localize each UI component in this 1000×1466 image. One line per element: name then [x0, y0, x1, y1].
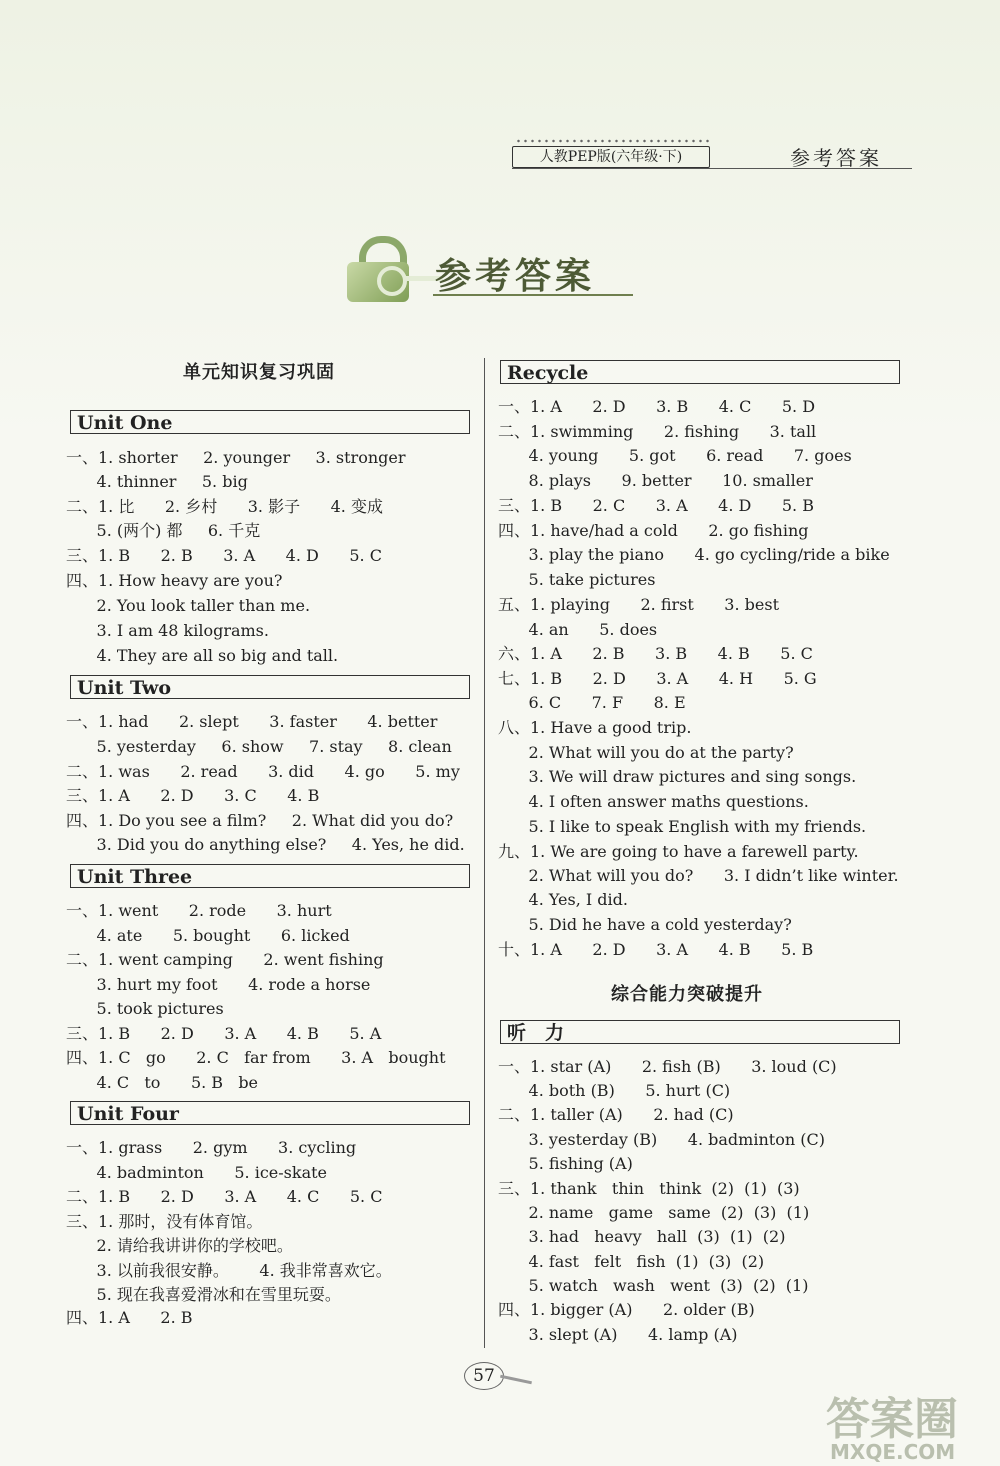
- answer-line: 三、1. 那时，没有体育馆。: [66, 1212, 263, 1231]
- answer-line: 二、1. 比 2. 乡村 3. 影子 4. 变成: [66, 497, 383, 516]
- answer-line: 十、1. A 2. D 3. A 4. B 5. B: [498, 940, 814, 959]
- listening-label: 听 力: [500, 1020, 900, 1044]
- answer-line: 二、1. was 2. read 3. did 4. go 5. my: [66, 762, 460, 781]
- answer-line: 2. name game same (2) (3) (1): [498, 1203, 810, 1222]
- key-icon: [377, 266, 407, 296]
- answer-line: 4. They are all so big and tall.: [66, 646, 339, 665]
- answer-line: 5. took pictures: [66, 999, 224, 1018]
- column-divider: [484, 358, 485, 1348]
- answer-line: 3. had heavy hall (3) (1) (2): [498, 1227, 786, 1246]
- answer-line: 5. fishing (A): [498, 1154, 633, 1173]
- unit-one-label: Unit One: [70, 410, 470, 434]
- answer-line: 4. young 5. got 6. read 7. goes: [498, 446, 852, 465]
- answer-line: 3. hurt my foot 4. rode a horse: [66, 975, 371, 994]
- answer-line: 4. both (B) 5. hurt (C): [498, 1081, 731, 1100]
- answer-line: 二、1. went camping 2. went fishing: [66, 950, 384, 969]
- answer-line: 九、1. We are going to have a farewell party.: [498, 842, 859, 861]
- answer-line: 2. 请给我讲讲你的学校吧。: [66, 1236, 293, 1255]
- header-rule: [512, 168, 912, 169]
- unit-two-label: Unit Two: [70, 675, 470, 699]
- answer-line: 四、1. A 2. B: [66, 1308, 193, 1327]
- answer-line: 一、1. grass 2. gym 3. cycling: [66, 1138, 357, 1157]
- right-section-heading: 综合能力突破提升: [611, 984, 763, 1005]
- answer-line: 4. C to 5. B be: [66, 1073, 259, 1092]
- header-dots: [515, 138, 710, 144]
- answer-line: 五、1. playing 2. first 3. best: [498, 595, 780, 614]
- answer-line: 三、1. thank thin think (2) (1) (3): [498, 1179, 800, 1198]
- unit-four-label: Unit Four: [70, 1101, 470, 1125]
- answer-line: 3. Did you do anything else? 4. Yes, he did.: [66, 835, 465, 854]
- page-title: 参考答案: [435, 255, 596, 297]
- page-number: 57: [464, 1362, 504, 1390]
- answer-line: 三、1. B 2. D 3. A 4. B 5. A: [66, 1024, 382, 1043]
- left-section-heading: 单元知识复习巩固: [183, 362, 335, 383]
- answer-line: 3. yesterday (B) 4. badminton (C): [498, 1130, 825, 1149]
- answer-line: 2. You look taller than me.: [66, 596, 311, 615]
- watermark-url: MXQE.COM: [830, 1440, 956, 1464]
- answer-line: 4. badminton 5. ice-skate: [66, 1163, 328, 1182]
- answer-line: 4. Yes, I did.: [498, 890, 628, 909]
- watermark-logo: 答案圈: [826, 1394, 958, 1445]
- answer-line: 六、1. A 2. B 3. B 4. B 5. C: [498, 644, 813, 663]
- answer-line: 四、1. bigger (A) 2. older (B): [498, 1300, 755, 1319]
- answer-line: 四、1. How heavy are you?: [66, 571, 283, 590]
- answer-line: 4. thinner 5. big: [66, 472, 248, 491]
- header-title: 参考答案: [790, 146, 882, 170]
- answer-line: 四、1. have/had a cold 2. go fishing: [498, 521, 809, 540]
- answer-line: 3. play the piano 4. go cycling/ride a bike: [498, 545, 890, 564]
- answer-line: 一、1. went 2. rode 3. hurt: [66, 901, 332, 920]
- answer-line: 一、1. A 2. D 3. B 4. C 5. D: [498, 397, 816, 416]
- answer-line: 3. 以前我很安静。 4. 我非常喜欢它。: [66, 1261, 392, 1280]
- answer-line: 四、1. C go 2. C far from 3. A bought: [66, 1048, 446, 1067]
- answer-line: 二、1. B 2. D 3. A 4. C 5. C: [66, 1187, 383, 1206]
- title-underline: [433, 294, 633, 296]
- answer-line: 2. What will you do? 3. I didn’t like winter.: [498, 866, 899, 885]
- recycle-label: Recycle: [500, 360, 900, 384]
- answer-line: 七、1. B 2. D 3. A 4. H 5. G: [498, 669, 817, 688]
- answer-line: 三、1. B 2. C 3. A 4. D 5. B: [498, 496, 814, 515]
- answer-line: 5. (两个) 都 6. 千克: [66, 521, 261, 540]
- answer-line: 4. fast felt fish (1) (3) (2): [498, 1252, 765, 1271]
- answer-line: 八、1. Have a good trip.: [498, 718, 692, 737]
- page-title-banner: [345, 232, 635, 302]
- answer-line: 3. We will draw pictures and sing songs.: [498, 767, 857, 786]
- answer-line: 2. What will you do at the party?: [498, 743, 794, 762]
- answer-line: 4. an 5. does: [498, 620, 658, 639]
- answer-line: 5. Did he have a cold yesterday?: [498, 915, 792, 934]
- unit-three-label: Unit Three: [70, 864, 470, 888]
- answer-line: 5. I like to speak English with my friends.: [498, 817, 867, 836]
- edition-label: 人教PEP版(六年级·下): [512, 146, 710, 168]
- answer-line: 4. ate 5. bought 6. licked: [66, 926, 350, 945]
- answer-line: 四、1. Do you see a film? 2. What did you do?: [66, 811, 454, 830]
- answer-line: 三、1. A 2. D 3. C 4. B: [66, 786, 320, 805]
- answer-line: 3. I am 48 kilograms.: [66, 621, 269, 640]
- answer-line: 一、1. had 2. slept 3. faster 4. better: [66, 712, 438, 731]
- answer-line: 6. C 7. F 8. E: [498, 693, 686, 712]
- answer-line: 三、1. B 2. B 3. A 4. D 5. C: [66, 546, 382, 565]
- answer-line: 5. yesterday 6. show 7. stay 8. clean: [66, 737, 452, 756]
- answer-line: 3. slept (A) 4. lamp (A): [498, 1325, 738, 1344]
- answer-line: 4. I often answer maths questions.: [498, 792, 809, 811]
- answer-line: 二、1. taller (A) 2. had (C): [498, 1105, 734, 1124]
- answer-line: 二、1. swimming 2. fishing 3. tall: [498, 422, 817, 441]
- answer-line: 5. 现在我喜爱滑冰和在雪里玩耍。: [66, 1285, 341, 1304]
- answer-line: 一、1. star (A) 2. fish (B) 3. loud (C): [498, 1057, 837, 1076]
- answer-line: 一、1. shorter 2. younger 3. stronger: [66, 448, 406, 467]
- answer-line: 5. watch wash went (3) (2) (1): [498, 1276, 809, 1295]
- answer-line: 5. take pictures: [498, 570, 656, 589]
- answer-line: 8. plays 9. better 10. smaller: [498, 471, 813, 490]
